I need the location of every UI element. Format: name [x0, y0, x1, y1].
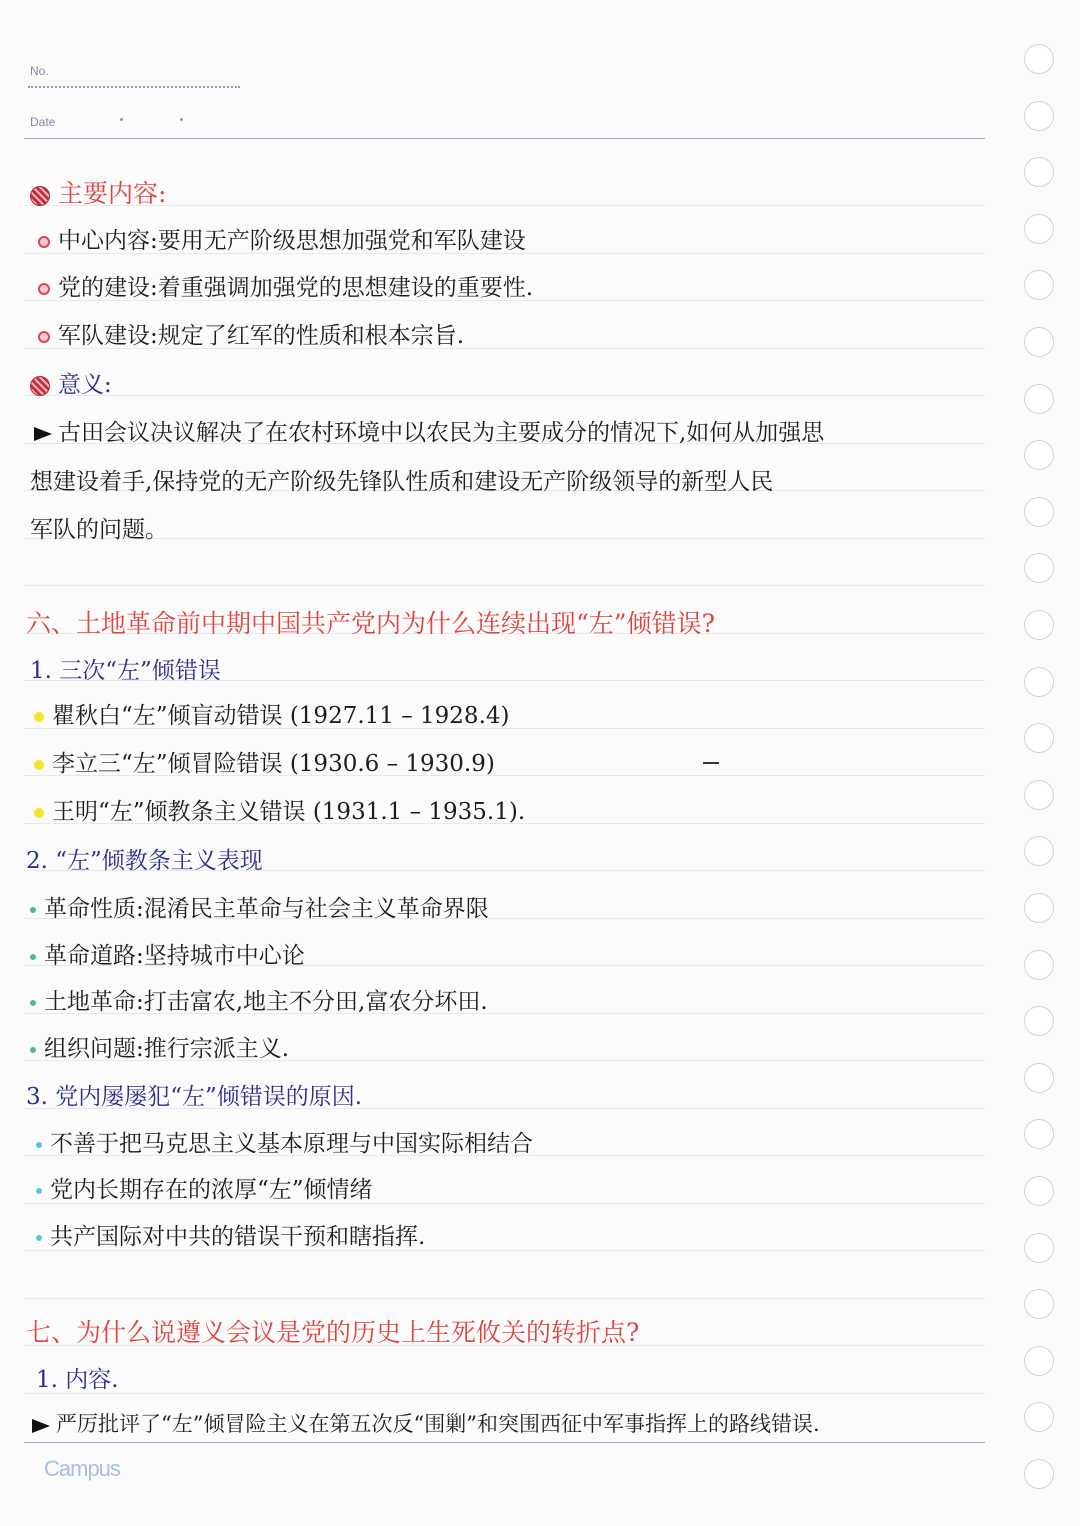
significance-line: 军队的问题。: [30, 517, 168, 543]
main-content-item-text: 军队建设:规定了红军的性质和根本宗旨.: [58, 323, 465, 349]
binder-hole: [1024, 1289, 1054, 1319]
section-six-heading: 六、土地革命前中期中国共产党内为什么连续出现“左”倾错误?: [26, 609, 715, 638]
reason-item: [36, 1226, 425, 1249]
binder-hole: [1024, 1119, 1054, 1149]
main-content-heading: [30, 181, 166, 206]
main-content-item: [38, 230, 526, 253]
binder-hole: [1024, 836, 1054, 866]
dogmatism-item-text: 革命道路:坚持城市中心论: [44, 943, 305, 969]
binder-hole: [1024, 384, 1054, 414]
section-seven-sub1-title: 1. 内容.: [36, 1367, 119, 1393]
no-label: No.: [30, 64, 49, 78]
reason-item-text: 不善于把马克思主义基本原理与中国实际相结合: [50, 1131, 533, 1157]
arrow-bullet-icon: [32, 1419, 50, 1433]
binder-hole: [1024, 157, 1054, 187]
error-list-item-text: 李立三“左”倾冒险错误 (1930.6 – 1930.9): [52, 751, 495, 777]
reason-item: [36, 1179, 373, 1202]
blue-dot-bullet-icon: [36, 1188, 42, 1194]
binder-hole: [1024, 950, 1054, 980]
main-content-heading-text: 主要内容:: [58, 179, 167, 208]
significance-heading: [30, 374, 112, 397]
significance-line: 想建设着手,保持党的无产阶级先锋队性质和建设无产阶级领导的新型人民: [30, 469, 774, 495]
red-hatched-bullet-icon: [30, 186, 50, 206]
dogmatism-item: [30, 1038, 289, 1061]
binder-hole: [1024, 1459, 1054, 1489]
binder-hole: [1024, 214, 1054, 244]
dogmatism-item: [30, 991, 488, 1014]
blue-dot-bullet-icon: [36, 1235, 42, 1241]
binder-hole: [1024, 101, 1054, 131]
section-seven-heading: 七、为什么说遵义会议是党的历史上生死攸关的转折点?: [26, 1318, 640, 1347]
binder-hole: [1024, 1346, 1054, 1376]
error-list-item: [34, 801, 525, 824]
green-dot-bullet-icon: [30, 1000, 36, 1006]
binder-hole: [1024, 1233, 1054, 1263]
ruled-line: [24, 538, 985, 539]
section-seven-content: [32, 1414, 820, 1435]
pink-ring-bullet-icon: [38, 331, 50, 343]
dogmatism-item: [30, 945, 305, 968]
section-six-sub3-title: 3. 党内屡屡犯“左”倾错误的原因.: [26, 1084, 363, 1110]
date-separator-dot: [180, 118, 183, 121]
ruled-line: [24, 1393, 985, 1394]
binder-hole: [1024, 610, 1054, 640]
binder-hole: [1024, 553, 1054, 583]
ruled-line: [24, 205, 985, 206]
arrow-bullet-icon: [34, 427, 52, 441]
binder-hole: [1024, 723, 1054, 753]
blue-dot-bullet-icon: [36, 1142, 42, 1148]
section-six-sub1-title: 1. 三次“左”倾错误: [30, 658, 221, 684]
significance-line-text: 古田会议决议解决了在农村环境中以农民为主要成分的情况下,如何从加强思: [58, 420, 825, 446]
ruled-line: [24, 395, 985, 396]
green-dot-bullet-icon: [30, 907, 36, 913]
significance-line: [34, 422, 824, 445]
header-rule: [24, 138, 985, 139]
red-hatched-bullet-icon: [30, 376, 50, 396]
binder-hole: [1024, 327, 1054, 357]
error-list-item-text: 王明“左”倾教条主义错误 (1931.1 – 1935.1).: [52, 799, 526, 825]
footer-rule: [24, 1442, 985, 1443]
ruled-line: [24, 1250, 985, 1251]
reason-item-text: 共产国际对中共的错误干预和瞎指挥.: [50, 1224, 426, 1250]
yellow-dot-bullet-icon: [34, 808, 44, 818]
dogmatism-item-text: 革命性质:混淆民主革命与社会主义革命界限: [44, 896, 489, 922]
ruled-line: [24, 585, 985, 586]
date-separator-dot: [120, 118, 123, 121]
binder-hole: [1024, 440, 1054, 470]
dogmatism-item: [30, 898, 489, 921]
reason-item-text: 党内长期存在的浓厚“左”倾情绪: [50, 1177, 373, 1203]
no-field-dotted-line: [28, 86, 240, 88]
main-content-item-text: 党的建设:着重强调加强党的思想建设的重要性.: [58, 275, 534, 301]
green-dot-bullet-icon: [30, 1047, 36, 1053]
binder-hole: [1024, 1176, 1054, 1206]
binder-hole: [1024, 780, 1054, 810]
error-list-item: [34, 705, 509, 728]
pink-ring-bullet-icon: [38, 283, 50, 295]
significance-heading-text: 意义:: [58, 372, 112, 398]
section-seven-content-text: 严厉批评了“左”倾冒险主义在第五次反“围剿”和突围西征中军事指挥上的路线错误.: [56, 1412, 820, 1436]
main-content-item: [38, 277, 533, 300]
date-label: Date: [30, 115, 56, 129]
binder-hole: [1024, 1006, 1054, 1036]
ruled-line: [24, 1203, 985, 1204]
binder-hole: [1024, 893, 1054, 923]
main-content-item: [38, 325, 464, 348]
campus-brand-logo: Campus: [44, 1456, 120, 1481]
binder-hole: [1024, 1402, 1054, 1432]
error-list-item: [34, 753, 495, 776]
binder-hole: [1024, 667, 1054, 697]
binder-hole: [1024, 497, 1054, 527]
error-list-item-text: 瞿秋白“左”倾盲动错误 (1927.11 – 1928.4): [52, 703, 510, 729]
ruled-line: [24, 1298, 985, 1299]
section-six-sub2-title: 2. “左”倾教条主义表现: [26, 848, 263, 874]
yellow-dot-bullet-icon: [34, 760, 44, 770]
dogmatism-item-text: 土地革命:打击富农,地主不分田,富农分坏田.: [44, 989, 488, 1015]
pink-ring-bullet-icon: [38, 236, 50, 248]
stray-ink-mark: [703, 762, 719, 764]
binder-hole: [1024, 44, 1054, 74]
binder-hole: [1024, 1063, 1054, 1093]
yellow-dot-bullet-icon: [34, 712, 44, 722]
binder-hole: [1024, 270, 1054, 300]
main-content-item-text: 中心内容:要用无产阶级思想加强党和军队建设: [58, 228, 526, 254]
dogmatism-item-text: 组织问题:推行宗派主义.: [44, 1036, 290, 1062]
reason-item: [36, 1133, 533, 1156]
green-dot-bullet-icon: [30, 954, 36, 960]
